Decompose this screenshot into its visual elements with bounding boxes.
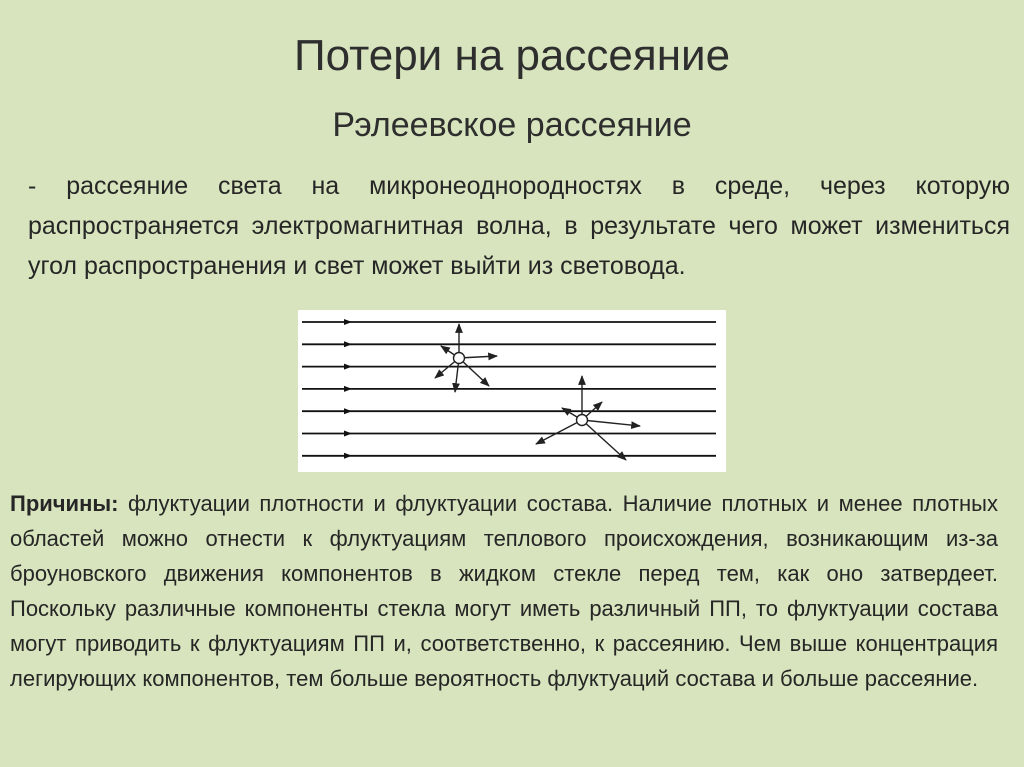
reasons-text: флуктуации плотности и флуктуации состава. Наличие плотных и менее плотных областей можно отнести к флуктуациям теплового происхождения, возникающим из-за броуновского движения компонентов в жидком стекле перед тем, как оно затвердеет. Поскольку различные компоненты стекла могут иметь различный ПП, то флуктуации состава могут приводить к флуктуациям ПП и, соответственно, к рассеянию. Чем выше концентрация легирующих компонентов, тем больше вероятность флуктуаций состава и больше рассеяние. (10, 491, 998, 691)
ray-arrow-icon (344, 364, 352, 370)
slide-subtitle: Рэлеевское рассеяние (332, 106, 692, 144)
scatter-arrow (582, 420, 626, 460)
scattering-diagram (298, 310, 726, 472)
scattering-center-1 (435, 324, 497, 392)
ray-arrow-icon (344, 453, 352, 459)
ray-arrow-icon (344, 341, 352, 347)
scatter-particle (454, 353, 465, 364)
scatter-arrow (582, 420, 640, 426)
ray-arrow-icon (344, 431, 352, 437)
definition-text: - рассеяние света на микронеоднородностях в среде, через которую распространяется электромагнитная волна, в результате чего может измениться угол распространения и свет может выйти из световода. (28, 172, 1010, 280)
reasons-label: Причины: (10, 491, 119, 516)
slide-title: Потери на рассеяние (293, 31, 731, 80)
ray-arrow-icon (344, 386, 352, 392)
ray-arrow-icon (344, 319, 352, 325)
ray-lines (302, 319, 716, 459)
reasons-paragraph (10, 486, 998, 696)
scatter-arrow (536, 420, 582, 444)
ray-arrow-icon (344, 408, 352, 414)
scattering-diagram-svg (298, 310, 726, 472)
scatter-particle (577, 415, 588, 426)
